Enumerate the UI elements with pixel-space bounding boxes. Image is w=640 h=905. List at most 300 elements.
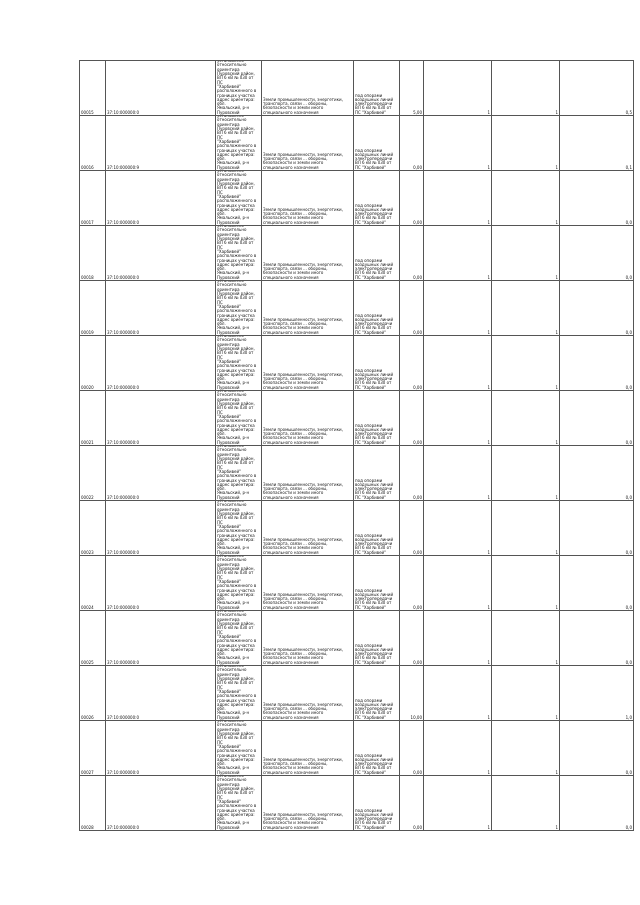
address-cell [216,281,262,336]
address-lines [217,446,260,500]
row-number-text: 00025 [81,659,94,665]
area-text: 0,00 [413,164,422,170]
land-use-text: под опорами воздушных линий электропередачи ВЛ 6 кВ № 030 от ПС "Харбивей" [355,422,394,445]
cadastral-number-cell [106,336,216,391]
address-line: Ямальский, р-н [217,435,250,441]
land-use-cell [354,61,400,116]
address-line: Пуровский район, [217,731,255,737]
value-2-text: 1 [555,384,558,390]
address-line: Ямальский, р-н [217,160,250,166]
address-lines [217,336,260,390]
address-line: ВЛ 6 кВ № 030 от ПС [217,75,254,85]
cadastral-number-text: 37:10:000000:0 [107,109,140,115]
cadastral-number-cell [106,611,216,666]
value-1-cell [424,391,492,446]
address-line: Пуровский [217,329,240,335]
land-purpose-text: Земли промышленности, энергетики, транспорта, связи ... обороны, безопасности и земли иного специального назначения [263,316,343,335]
land-purpose-text: Земли промышленности, энергетики, транспорта, связи ... обороны, безопасности и земли иного специального назначения [263,206,343,225]
value-2-cell [492,776,560,831]
address-line: "Харбивей" [217,578,241,584]
row-number-text: 00024 [81,604,94,610]
address-line: Пуровский [217,659,240,665]
cadastral-number-text: 37:10:000000:0 [107,769,140,775]
row-number-cell [80,556,106,611]
value-2-text: 1 [555,219,558,225]
land-purpose-text: Земли промышленности, энергетики, транспорта, связи ... обороны, безопасности и земли иного специального назначения [263,261,343,280]
address-line: Пуровский район, [217,346,255,352]
value-3-text: 0,0 [625,604,632,610]
address-line: ориентира [217,506,240,512]
address-line: Ямальский, р-н [217,490,250,496]
area-cell [400,116,424,171]
land-purpose-cell [262,336,354,391]
value-3-text: 0,0 [625,439,632,445]
value-1-cell [424,556,492,611]
land-purpose-cell [262,776,354,831]
address-cell [216,171,262,226]
value-3-cell [560,776,634,831]
address-line: Ямальский, р-н [217,215,250,221]
value-2-cell [492,61,560,116]
area-cell [400,556,424,611]
area-cell [400,336,424,391]
area-text: 0,00 [413,604,422,610]
value-2-cell [492,336,560,391]
value-2-cell [492,391,560,446]
address-line: ВЛ 6 кВ № 030 от ПС [217,680,254,690]
cadastral-number-text: 37:10:000000:0 [107,659,140,665]
land-use-cell [354,171,400,226]
row-number-text: 00028 [81,824,94,830]
land-use-text: под опорами воздушных линий электропередачи ВЛ 6 кВ № 030 от ПС "Харбивей" [355,752,394,775]
value-3-cell [560,501,634,556]
land-use-cell [354,776,400,831]
area-text: 0,00 [413,659,422,665]
address-line: Пуровский район, [217,511,255,517]
address-line: расположенного в [217,143,257,149]
value-3-text: 0,0 [625,549,632,555]
value-1-text: 1 [487,769,490,775]
value-2-text: 1 [555,274,558,280]
address-line: относительно [217,172,247,178]
address-line: "Харбивей" [217,468,241,474]
address-line: Пуровский район, [217,566,255,572]
address-line: ВЛ 6 кВ № 030 от ПС [217,350,254,360]
area-cell [400,61,424,116]
value-3-text: 0,0 [625,219,632,225]
address-line: Пуровский район, [217,456,255,462]
address-line: границах участка [217,92,255,98]
address-line: Ямальский, р-н [217,325,250,331]
value-2-text: 1 [555,549,558,555]
value-3-cell [560,171,634,226]
value-2-cell [492,666,560,721]
value-1-text: 1 [487,824,490,830]
cadastral-number-cell [106,721,216,776]
address-line: адрес ориентира: обл. [217,481,255,492]
area-cell [400,281,424,336]
address-line: ориентира [217,561,240,567]
address-line: "Харбивей" [217,743,241,749]
value-1-cell [424,776,492,831]
area-cell [400,171,424,226]
address-cell [216,116,262,171]
address-line: ВЛ 6 кВ № 030 от ПС [217,185,254,195]
land-purpose-text: Земли промышленности, энергетики, транспорта, связи ... обороны, безопасности и земли иного специального назначения [263,811,343,830]
address-cell [216,666,262,721]
land-use-cell [354,281,400,336]
area-cell [400,226,424,281]
address-line: расположенного в [217,638,257,644]
address-lines [217,666,260,720]
row-number-cell [80,446,106,501]
address-line: границах участка [217,642,255,648]
cadastral-number-cell [106,171,216,226]
value-1-cell [424,171,492,226]
value-3-cell [560,721,634,776]
area-text: 0,00 [413,549,422,555]
address-line: относительно [217,392,247,398]
address-line: границах участка [217,532,255,538]
table-row [80,171,634,226]
address-line: "Харбивей" [217,138,241,144]
cadastral-number-text: 37:10:000000:0 [107,439,140,445]
row-number-text: 00026 [81,714,94,720]
land-purpose-text: Земли промышленности, энергетики, транспорта, связи ... обороны, безопасности и земли иного специального назначения [263,426,343,445]
address-line: адрес ориентира: обл. [217,371,255,382]
area-cell [400,721,424,776]
address-cell [216,336,262,391]
land-purpose-text: Земли промышленности, энергетики, транспорта, связи ... обороны, безопасности и земли иного специального назначения [263,151,343,170]
land-purpose-text: Земли промышленности, энергетики, транспорта, связи ... обороны, безопасности и земли иного специального назначения [263,481,343,500]
register-rows [80,61,634,831]
value-1-cell [424,336,492,391]
value-1-text: 1 [487,109,490,115]
address-line: ВЛ 6 кВ № 030 от ПС [217,570,254,580]
land-use-text: под опорами воздушных линий электропередачи ВЛ 6 кВ № 030 от ПС "Харбивей" [355,642,394,665]
address-line: адрес ориентира: обл. [217,151,255,162]
row-number-cell [80,391,106,446]
value-3-cell [560,336,634,391]
value-1-text: 1 [487,384,490,390]
land-purpose-cell [262,666,354,721]
row-number-text: 00015 [81,109,94,115]
row-number-cell [80,721,106,776]
land-purpose-cell [262,721,354,776]
value-3-cell [560,556,634,611]
row-number-text: 00018 [81,274,94,280]
land-use-text: под опорами воздушных линий электропередачи ВЛ 6 кВ № 030 от ПС "Харбивей" [355,92,394,115]
address-line: Пуровский район, [217,786,255,792]
value-3-text: 0,0 [625,824,632,830]
address-line: границах участка [217,807,255,813]
address-line: Пуровский район, [217,676,255,682]
address-line: адрес ориентира: обл. [217,316,255,327]
area-cell [400,611,424,666]
area-cell [400,446,424,501]
land-use-cell [354,501,400,556]
address-line: "Харбивей" [217,248,241,254]
value-2-cell [492,721,560,776]
land-use-cell [354,391,400,446]
address-lines [217,776,260,830]
address-line: расположенного в [217,363,257,369]
cadastral-number-cell [106,501,216,556]
cadastral-number-cell [106,446,216,501]
area-cell [400,666,424,721]
address-line: расположенного в [217,418,257,424]
land-use-cell [354,336,400,391]
table-row [80,116,634,171]
value-3-cell [560,226,634,281]
address-line: ориентира [217,176,240,182]
land-use-text: под опорами воздушных линий электропередачи ВЛ 6 кВ № 030 от ПС "Харбивей" [355,807,394,830]
area-text: 0,00 [413,329,422,335]
address-cell [216,611,262,666]
cadastral-number-cell [106,226,216,281]
value-3-cell [560,391,634,446]
value-1-text: 1 [487,219,490,225]
address-lines [217,116,260,170]
address-line: границах участка [217,312,255,318]
value-2-cell [492,611,560,666]
row-number-cell [80,611,106,666]
address-line: ориентира [217,726,240,732]
row-number-text: 00017 [81,219,94,225]
cadastral-number-cell [106,391,216,446]
address-line: Пуровский [217,604,240,610]
address-line: ориентира [217,66,240,72]
value-2-text: 1 [555,439,558,445]
table-row [80,446,634,501]
address-line: Пуровский район, [217,71,255,77]
land-purpose-cell [262,556,354,611]
table-row [80,611,634,666]
land-use-cell [354,611,400,666]
cadastral-number-text: 37:10:000000:0 [107,219,140,225]
address-line: Пуровский район, [217,236,255,242]
land-use-text: под опорами воздушных линий электропередачи ВЛ 6 кВ № 030 от ПС "Харбивей" [355,587,394,610]
address-line: Пуровский [217,164,240,170]
address-line: границах участка [217,752,255,758]
address-line: границах участка [217,477,255,483]
address-line: Пуровский [217,769,240,775]
land-use-cell [354,556,400,611]
address-cell [216,61,262,116]
address-line: относительно [217,502,247,508]
value-1-cell [424,501,492,556]
address-line: "Харбивей" [217,83,241,89]
row-number-text: 00016 [81,164,94,170]
address-lines [217,611,260,665]
value-1-text: 1 [487,714,490,720]
land-purpose-cell [262,501,354,556]
address-line: относительно [217,447,247,453]
address-line: относительно [217,337,247,343]
land-purpose-cell [262,446,354,501]
value-2-cell [492,171,560,226]
address-line: расположенного в [217,583,257,589]
row-number-text: 00021 [81,439,94,445]
address-line: Пуровский [217,384,240,390]
cadastral-number-text: 37:10:000000:0 [107,549,140,555]
address-line: ВЛ 6 кВ № 030 от ПС [217,295,254,305]
cadastral-number-text: 37:10:000000:0 [107,494,140,500]
value-1-cell [424,721,492,776]
table-row [80,336,634,391]
address-line: "Харбивей" [217,633,241,639]
address-line: относительно [217,777,247,783]
value-2-text: 1 [555,659,558,665]
value-2-cell [492,281,560,336]
address-line: ориентира [217,121,240,127]
address-lines [217,61,260,115]
address-line: Пуровский район, [217,621,255,627]
area-cell [400,501,424,556]
value-2-text: 1 [555,824,558,830]
cadastral-number-text: 37:10:000000:0 [107,329,140,335]
address-line: расположенного в [217,253,257,259]
land-use-text: под опорами воздушных линий электропередачи ВЛ 6 кВ № 030 от ПС "Харбивей" [355,202,394,225]
cadastral-number-cell [106,61,216,116]
cadastral-number-text: 37:10:000000:0 [107,274,140,280]
area-text: 0,00 [413,219,422,225]
address-line: "Харбивей" [217,413,241,419]
value-1-text: 1 [487,549,490,555]
address-line: "Харбивей" [217,798,241,804]
address-line: расположенного в [217,308,257,314]
land-purpose-cell [262,226,354,281]
value-1-cell [424,116,492,171]
land-purpose-cell [262,61,354,116]
value-3-cell [560,611,634,666]
cadastral-number-cell [106,666,216,721]
value-1-cell [424,281,492,336]
address-line: ВЛ 6 кВ № 030 от ПС [217,790,254,800]
address-line: Ямальский, р-н [217,380,250,386]
address-line: Пуровский [217,219,240,225]
area-cell [400,776,424,831]
land-purpose-cell [262,391,354,446]
row-number-cell [80,281,106,336]
address-line: адрес ориентира: обл. [217,701,255,712]
cadastral-number-text: 37:10:000000:0 [107,384,140,390]
address-line: границах участка [217,367,255,373]
address-line: "Харбивей" [217,688,241,694]
address-line: ВЛ 6 кВ № 030 от ПС [217,735,254,745]
address-line: Ямальский, р-н [217,765,250,771]
address-line: адрес ориентира: обл. [217,426,255,437]
address-line: относительно [217,282,247,288]
address-cell [216,501,262,556]
cadastral-number-text: 37:10:000000:0 [107,604,140,610]
address-cell [216,446,262,501]
value-2-text: 1 [555,329,558,335]
row-number-text: 00022 [81,494,94,500]
address-line: расположенного в [217,693,257,699]
value-3-text: 0,5 [625,109,632,115]
address-line: Пуровский район, [217,291,255,297]
address-line: Пуровский [217,109,240,115]
value-1-text: 1 [487,439,490,445]
address-line: адрес ориентира: обл. [217,536,255,547]
address-lines [217,501,260,555]
area-text: 0,00 [413,439,422,445]
address-line: ВЛ 6 кВ № 030 от ПС [217,405,254,415]
table-row [80,226,634,281]
value-2-text: 1 [555,109,558,115]
value-2-cell [492,116,560,171]
row-number-cell [80,501,106,556]
land-purpose-cell [262,611,354,666]
address-line: ориентира [217,341,240,347]
value-3-text: 0,1 [625,164,632,170]
table-row [80,721,634,776]
address-line: "Харбивей" [217,358,241,364]
row-number-cell [80,61,106,116]
value-1-cell [424,446,492,501]
land-purpose-text: Земли промышленности, энергетики, транспорта, связи ... обороны, безопасности и земли иного специального назначения [263,591,343,610]
value-3-cell [560,116,634,171]
address-cell [216,556,262,611]
address-line: Пуровский [217,714,240,720]
address-line: расположенного в [217,528,257,534]
address-line: ВЛ 6 кВ № 030 от ПС [217,130,254,140]
land-use-text: под опорами воздушных линий электропередачи ВЛ 6 кВ № 030 от ПС "Харбивей" [355,257,394,280]
address-lines [217,226,260,280]
address-line: относительно [217,227,247,233]
value-1-text: 1 [487,659,490,665]
address-line: ВЛ 6 кВ № 030 от ПС [217,240,254,250]
address-line: границах участка [217,202,255,208]
address-line: Пуровский [217,494,240,500]
address-line: ВЛ 6 кВ № 030 от ПС [217,515,254,525]
row-number-cell [80,226,106,281]
land-purpose-text: Земли промышленности, энергетики, транспорта, связи ... обороны, безопасности и земли иного специального назначения [263,646,343,665]
land-use-cell [354,721,400,776]
address-cell [216,226,262,281]
value-2-cell [492,501,560,556]
land-purpose-text: Земли промышленности, энергетики, транспорта, связи ... обороны, безопасности и земли иного специального назначения [263,701,343,720]
value-3-text: 0,0 [625,659,632,665]
land-purpose-cell [262,116,354,171]
register-table [79,60,634,831]
row-number-cell [80,776,106,831]
area-text: 0,00 [413,274,422,280]
cadastral-number-cell [106,776,216,831]
address-line: Ямальский, р-н [217,710,250,716]
address-line: Пуровский [217,824,240,830]
address-line: ориентира [217,781,240,787]
row-number-cell [80,171,106,226]
address-line: адрес ориентира: обл. [217,206,255,217]
address-line: расположенного в [217,803,257,809]
value-3-text: 0,0 [625,329,632,335]
address-line: относительно [217,117,247,123]
value-1-cell [424,666,492,721]
value-1-text: 1 [487,494,490,500]
row-number-cell [80,116,106,171]
address-cell [216,776,262,831]
value-1-text: 1 [487,604,490,610]
address-lines [217,281,260,335]
address-line: Ямальский, р-н [217,820,250,826]
cadastral-number-text: 37:10:000000:9 [107,164,140,170]
land-use-cell [354,226,400,281]
address-line: расположенного в [217,88,257,94]
value-2-text: 1 [555,769,558,775]
address-line: ориентира [217,396,240,402]
